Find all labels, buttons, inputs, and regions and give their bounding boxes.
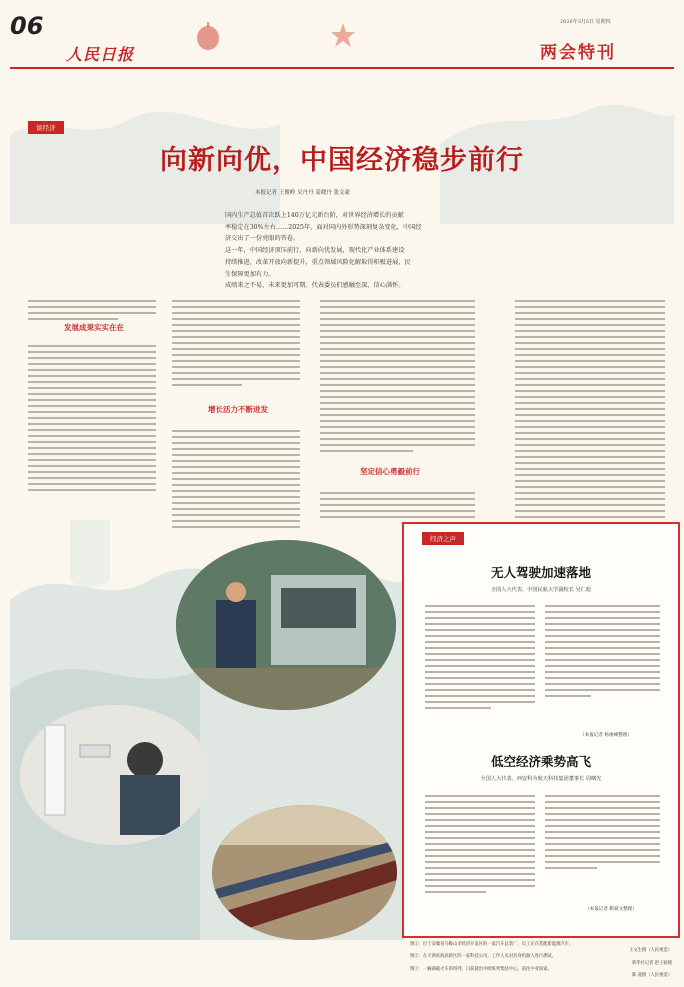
- masthead-logo: 人民日报: [66, 45, 135, 64]
- subhead-col3: 坚定信心勇毅前行: [360, 467, 420, 476]
- article1-body-right: [545, 605, 660, 701]
- article2-author: 全国人大代表、西安科为航天科技集团董事长 周曙光: [480, 776, 602, 782]
- photo-freight-train: [212, 805, 397, 940]
- header-rule: [10, 67, 674, 69]
- body-column-2-top: [172, 300, 300, 390]
- intro-line: 国内生产总值首次跃上140万亿元新台阶，对世界经济增长的贡献: [225, 212, 404, 219]
- body-column-3-top: [320, 300, 475, 456]
- date-line: 2026年3月5日 星期四: [560, 19, 611, 25]
- article2-body-left: [425, 795, 535, 897]
- intro-line: 这一年，中国经济顶压前行、向新向优发展，现代化产业体系建设: [225, 247, 405, 255]
- caption-credit: 新华社记者 赵子硕摄: [631, 960, 672, 966]
- article1-body-left: [425, 605, 535, 713]
- body-column-4: [515, 300, 665, 528]
- intro-line: 生保障更加有力。: [225, 270, 275, 278]
- caption-credit: 王文生摄（人民视觉）: [629, 948, 672, 954]
- section-banner: 两会特刊: [540, 43, 616, 63]
- article2-body-right: [545, 795, 660, 873]
- body-column-1-top: [28, 300, 156, 324]
- photo-truck-assembly: [176, 540, 396, 710]
- article2-signoff: （本报记者 靳斌文整理）: [585, 907, 637, 912]
- body-column-1: [28, 345, 156, 495]
- article2-title: 低空经济乘势高飞: [490, 754, 591, 769]
- column-tag: 谈经济: [28, 121, 64, 134]
- headline: 向新向优，中国经济稳步前行: [160, 145, 524, 176]
- caption-line: 图②：在天津滨海高新区的一家科技公司，工作人员对具身机器人进行测试。: [410, 954, 557, 960]
- star-ornament: [330, 22, 356, 48]
- subhead-col1: 发展成果实实在在: [64, 323, 124, 332]
- photo-captions: [410, 942, 672, 979]
- caption-line: 图①：位于安徽省马鞍山市经济开发区的一家汽车总装厂，员工正在装配新能源汽车。: [410, 942, 574, 947]
- intro-line: 成绩来之不易，未来更加可期。代表委员们感触至深、信心满怀。: [225, 282, 405, 290]
- intro-paragraph: [225, 210, 473, 292]
- caption-line: 图③：一辆满载火车的班列，日前驶出中欧班列集结中心，前往中亚国家。: [410, 966, 552, 972]
- photo-robot-test: [20, 705, 210, 845]
- box-tag: 经济之声: [422, 532, 464, 545]
- intro-line: 持续推进，改革开放向新提升，重点领域风险化解取得积极进展，民: [225, 258, 411, 266]
- body-column-3: [320, 492, 475, 522]
- body-column-2: [172, 430, 300, 532]
- page-number: 06: [10, 12, 44, 40]
- intro-line: 济交出了一份亮眼的答卷。: [225, 235, 300, 243]
- byline: 本报记者 王俊岭 吴丹丹 姜晓丹 张文豪: [255, 190, 350, 196]
- subhead-col2: 增长活力不断迸发: [208, 405, 268, 414]
- lantern-icon: [195, 22, 221, 52]
- caption-credit: 陈 凌摄（人民视觉）: [631, 973, 672, 979]
- article1-signoff: （本报记者 杨俊峰整理）: [580, 733, 632, 738]
- intro-line: 率稳定在30%左右……2025年，面对国内外形势深刻复杂变化，中国经: [225, 223, 422, 231]
- article1-title: 无人驾驶加速落地: [490, 565, 591, 580]
- article1-author: 全国人大代表、中国民航大学副校长 吴仁彪: [490, 587, 592, 593]
